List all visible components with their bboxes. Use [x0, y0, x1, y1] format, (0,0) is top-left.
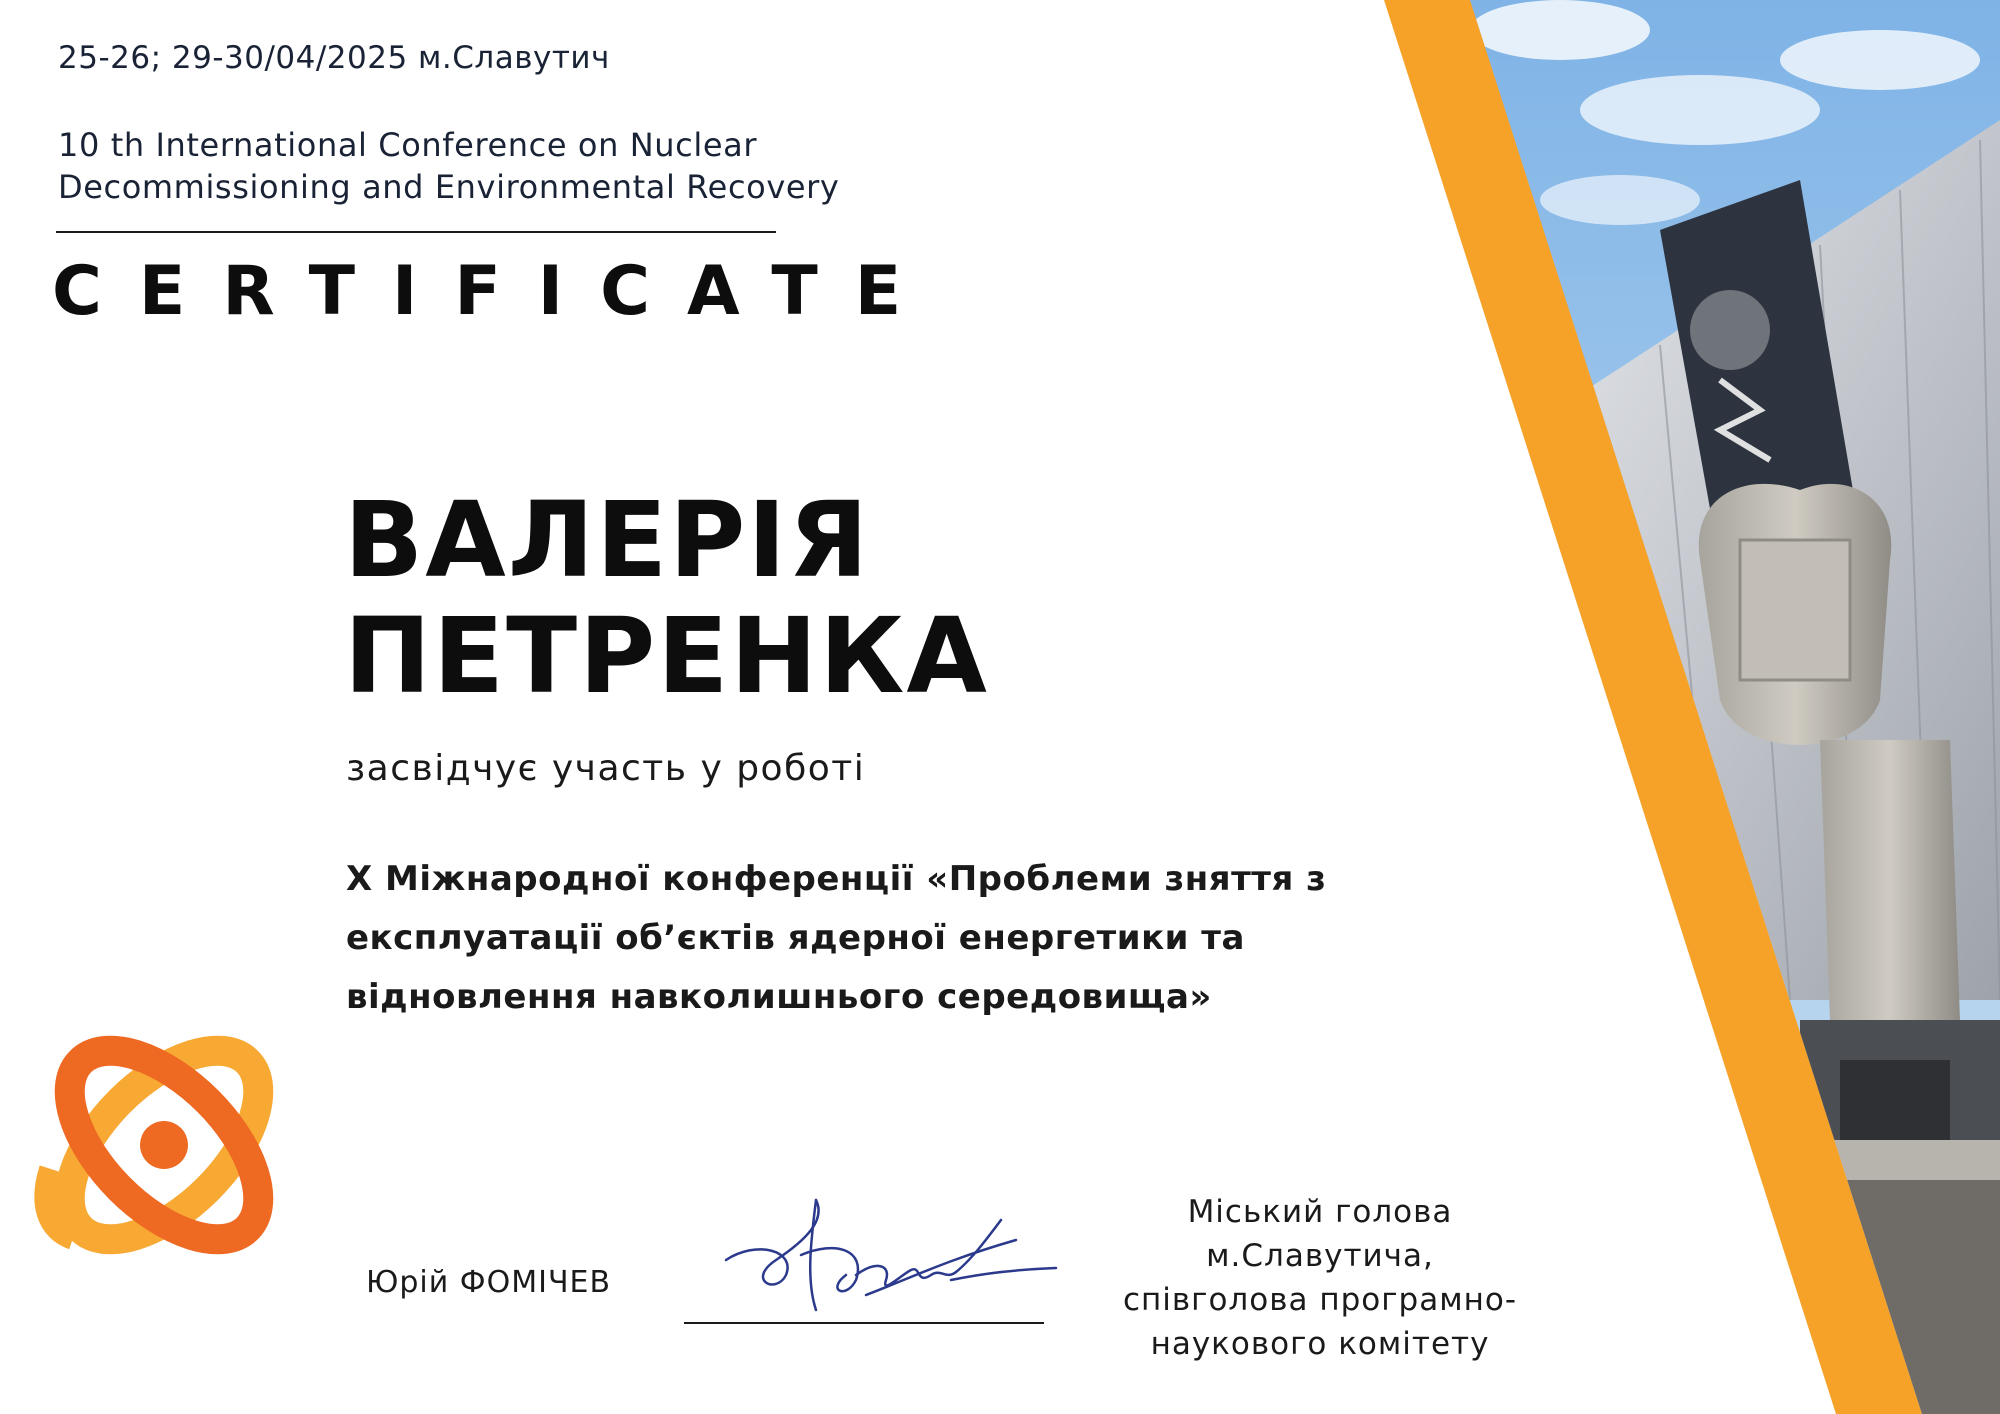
handwritten-signature — [716, 1180, 1066, 1320]
conference-title-ukrainian-line: X Міжнародної конференції «Проблеми зняття з — [346, 859, 1327, 899]
atom-logo — [34, 1010, 294, 1280]
conference-title-english — [58, 124, 938, 208]
recipient-last-name: ПЕТРЕНКА — [344, 595, 989, 717]
header-divider — [56, 231, 776, 233]
event-dates: 25-26; 29-30/04/2025 м.Славутич — [58, 40, 610, 76]
conference-title-english-line: 10 th International Conference on Nuclear — [58, 126, 758, 164]
signature-line — [684, 1322, 1044, 1324]
signer-role-line: Міський голова — [1187, 1194, 1453, 1230]
signer-role-line: м.Славутича, — [1206, 1238, 1434, 1274]
conference-title-english-line: Decommissioning and Environmental Recovery — [58, 168, 840, 206]
certifies-text: засвідчує участь у роботі — [346, 748, 866, 789]
recipient-first-name: ВАЛЕРІЯ — [344, 479, 871, 601]
signer-role — [1100, 1190, 1540, 1366]
certificate-title: CERTIFICATE — [52, 252, 939, 331]
signer-role-line: співголова програмно- — [1122, 1282, 1518, 1318]
signer-name: Юрій ФОМІЧЕВ — [366, 1265, 612, 1300]
conference-title-ukrainian — [346, 850, 1386, 1027]
conference-title-ukrainian-line: відновлення навколишнього середовища» — [346, 977, 1212, 1017]
recipient-name — [344, 479, 1144, 717]
signer-role-line: наукового комітету — [1150, 1326, 1490, 1362]
conference-title-ukrainian-line: експлуатації об’єктів ядерної енергетики та — [346, 918, 1245, 958]
